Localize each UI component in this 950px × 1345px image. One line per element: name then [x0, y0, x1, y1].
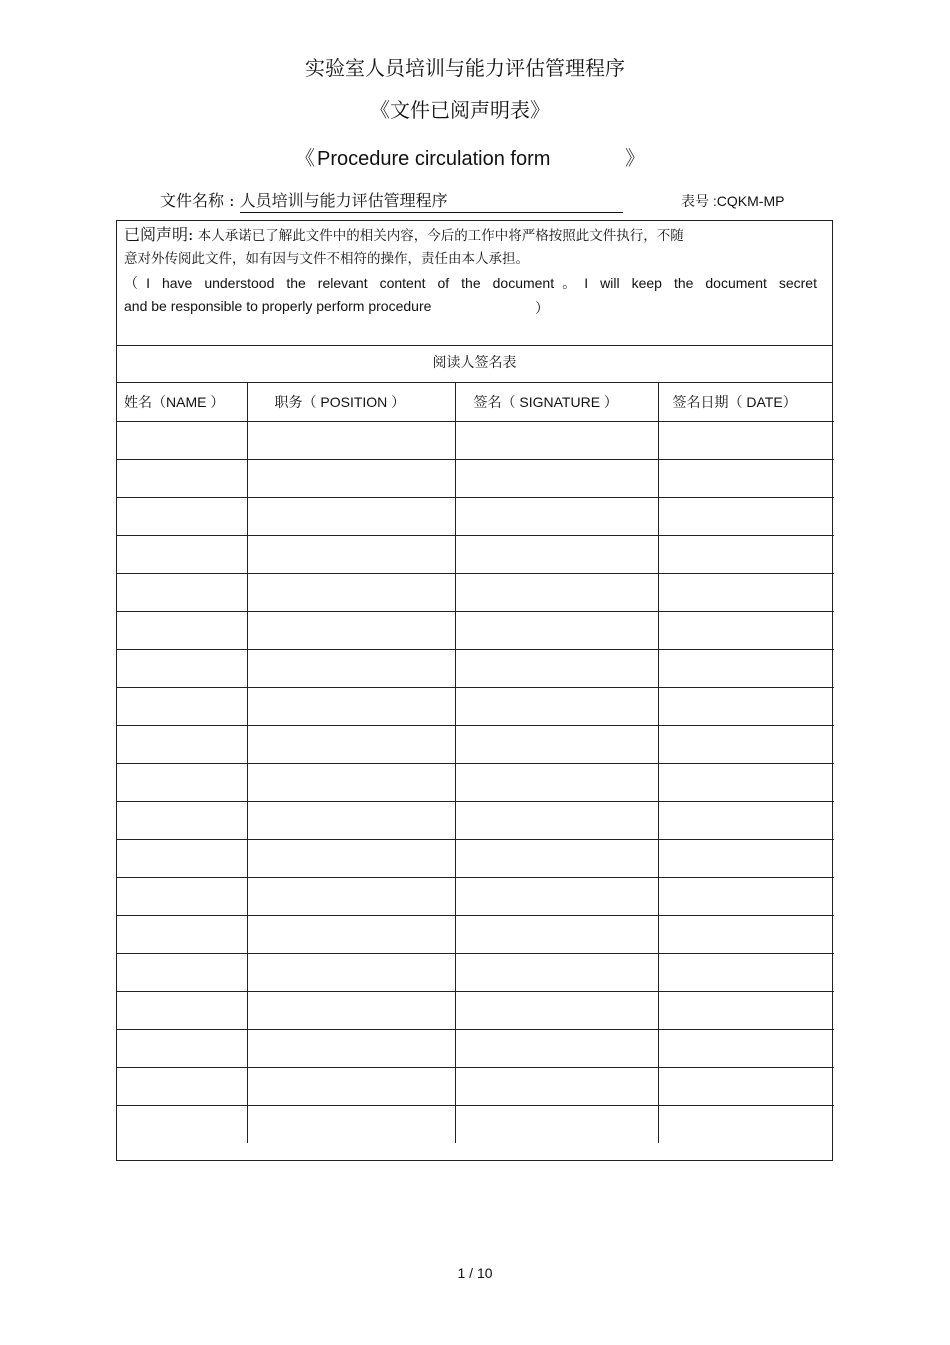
table-row [117, 459, 834, 497]
signature-cell[interactable] [455, 649, 658, 687]
signature-cell[interactable] [455, 1105, 658, 1143]
english-title-text: Procedure circulation form [317, 148, 551, 170]
table-row [117, 915, 834, 953]
form-number: 表号 :CQKM-MP [681, 193, 785, 209]
position-cell[interactable] [247, 1067, 455, 1105]
signature-cell[interactable] [455, 1029, 658, 1067]
date-cell[interactable] [658, 763, 834, 801]
name-cell[interactable] [117, 801, 247, 839]
name-cell[interactable] [117, 573, 247, 611]
name-cell[interactable] [117, 877, 247, 915]
table-row [117, 611, 834, 649]
table-row [117, 1105, 834, 1143]
date-cell[interactable] [658, 953, 834, 991]
declaration-box [117, 221, 832, 346]
date-cell[interactable] [658, 1105, 834, 1143]
date-cell[interactable] [658, 535, 834, 573]
name-cell[interactable] [117, 763, 247, 801]
document-title: 实验室人员培训与能力评估管理程序 [305, 56, 625, 80]
column-header-position: 职务（ POSITION ） [247, 383, 455, 421]
date-cell[interactable] [658, 611, 834, 649]
name-cell[interactable] [117, 649, 247, 687]
date-cell[interactable] [658, 915, 834, 953]
table-row [117, 991, 834, 1029]
signature-cell[interactable] [455, 687, 658, 725]
table-row [117, 801, 834, 839]
signature-cell[interactable] [455, 915, 658, 953]
date-cell[interactable] [658, 421, 834, 459]
date-cell[interactable] [658, 877, 834, 915]
signature-cell[interactable] [455, 991, 658, 1029]
name-cell[interactable] [117, 1029, 247, 1067]
declaration-cn-line-2: 意对外传阅此文件，如有因与文件不相符的操作，责任由本人承担。 [124, 251, 529, 267]
table-row [117, 649, 834, 687]
signature-cell[interactable] [455, 801, 658, 839]
table-row [117, 687, 834, 725]
column-header-signature: 签名（ SIGNATURE ） [455, 383, 658, 421]
position-cell[interactable] [247, 611, 455, 649]
date-cell[interactable] [658, 687, 834, 725]
date-cell[interactable] [658, 1029, 834, 1067]
table-row [117, 497, 834, 535]
signature-cell[interactable] [455, 725, 658, 763]
declaration-label: 已阅声明: [124, 225, 194, 244]
position-cell[interactable] [247, 801, 455, 839]
position-cell[interactable] [247, 953, 455, 991]
position-cell[interactable] [247, 839, 455, 877]
name-cell[interactable] [117, 839, 247, 877]
table-row [117, 573, 834, 611]
position-cell[interactable] [247, 1029, 455, 1067]
date-cell[interactable] [658, 573, 834, 611]
date-cell[interactable] [658, 725, 834, 763]
signature-cell[interactable] [455, 497, 658, 535]
date-cell[interactable] [658, 497, 834, 535]
table-row [117, 1067, 834, 1105]
table-row [117, 839, 834, 877]
position-cell[interactable] [247, 497, 455, 535]
declaration-cn-text-1: 本人承诺已了解此文件中的相关内容，今后的工作中将严格按照此文件执行，不随 [197, 228, 684, 244]
english-title-close-quote: 》 [625, 146, 645, 170]
position-cell[interactable] [247, 421, 455, 459]
table-row [117, 763, 834, 801]
signature-cell[interactable] [455, 611, 658, 649]
column-header-date: 签名日期（ DATE） [658, 383, 834, 421]
date-cell[interactable] [658, 649, 834, 687]
signature-cell[interactable] [455, 763, 658, 801]
position-cell[interactable] [247, 535, 455, 573]
signature-cell[interactable] [455, 839, 658, 877]
declaration-en-text-2: and be responsible to properly perform procedure [124, 298, 432, 314]
table-row [117, 953, 834, 991]
signature-cell[interactable] [455, 877, 658, 915]
signature-cell[interactable] [455, 459, 658, 497]
date-cell[interactable] [658, 839, 834, 877]
name-cell[interactable] [117, 535, 247, 573]
date-cell[interactable] [658, 1067, 834, 1105]
position-cell[interactable] [247, 763, 455, 801]
table-row [117, 421, 834, 459]
signature-cell[interactable] [455, 573, 658, 611]
name-cell[interactable] [117, 459, 247, 497]
name-cell[interactable] [117, 611, 247, 649]
table-row [117, 725, 834, 763]
declaration-en-line-2 [124, 298, 549, 316]
declaration-en-line-1: （I have understood the relevant content of the document。I will keep the document secret [124, 275, 817, 291]
date-cell[interactable] [658, 991, 834, 1029]
signature-table-title: 阅读人签名表 [117, 346, 832, 383]
date-cell[interactable] [658, 459, 834, 497]
position-cell[interactable] [247, 459, 455, 497]
name-cell[interactable] [117, 1067, 247, 1105]
document-subtitle: 《文件已阅声明表》 [370, 98, 550, 122]
position-cell[interactable] [247, 1105, 455, 1143]
circulation-form [116, 220, 833, 1161]
signature-cell[interactable] [455, 1067, 658, 1105]
name-cell[interactable] [117, 953, 247, 991]
signature-table-header [117, 383, 834, 421]
position-cell[interactable] [247, 877, 455, 915]
name-cell[interactable] [117, 915, 247, 953]
page-number: 1 / 10 [457, 1265, 493, 1281]
declaration-cn-line-1 [124, 222, 684, 245]
declaration-en-close: ） [535, 300, 549, 316]
doc-name-label: 文件名称 : [160, 191, 240, 210]
signature-table [117, 383, 832, 1143]
date-cell[interactable] [658, 801, 834, 839]
position-cell[interactable] [247, 915, 455, 953]
name-cell[interactable] [117, 687, 247, 725]
position-cell[interactable] [247, 725, 455, 763]
name-cell[interactable] [117, 421, 247, 459]
name-cell[interactable] [117, 497, 247, 535]
table-row [117, 535, 834, 573]
column-header-name: 姓名（NAME ） [117, 383, 247, 421]
signature-cell[interactable] [455, 421, 658, 459]
position-cell[interactable] [247, 687, 455, 725]
doc-name-line [160, 188, 623, 213]
position-cell[interactable] [247, 573, 455, 611]
table-row [117, 877, 834, 915]
name-cell[interactable] [117, 725, 247, 763]
name-cell[interactable] [117, 991, 247, 1029]
signature-cell[interactable] [455, 535, 658, 573]
english-title-open-quote: 《 [295, 146, 315, 170]
signature-cell[interactable] [455, 953, 658, 991]
table-row [117, 1029, 834, 1067]
doc-name-value: 人员培训与能力评估管理程序 [240, 188, 623, 213]
name-cell[interactable] [117, 1105, 247, 1143]
position-cell[interactable] [247, 991, 455, 1029]
english-title [295, 142, 645, 171]
position-cell[interactable] [247, 649, 455, 687]
